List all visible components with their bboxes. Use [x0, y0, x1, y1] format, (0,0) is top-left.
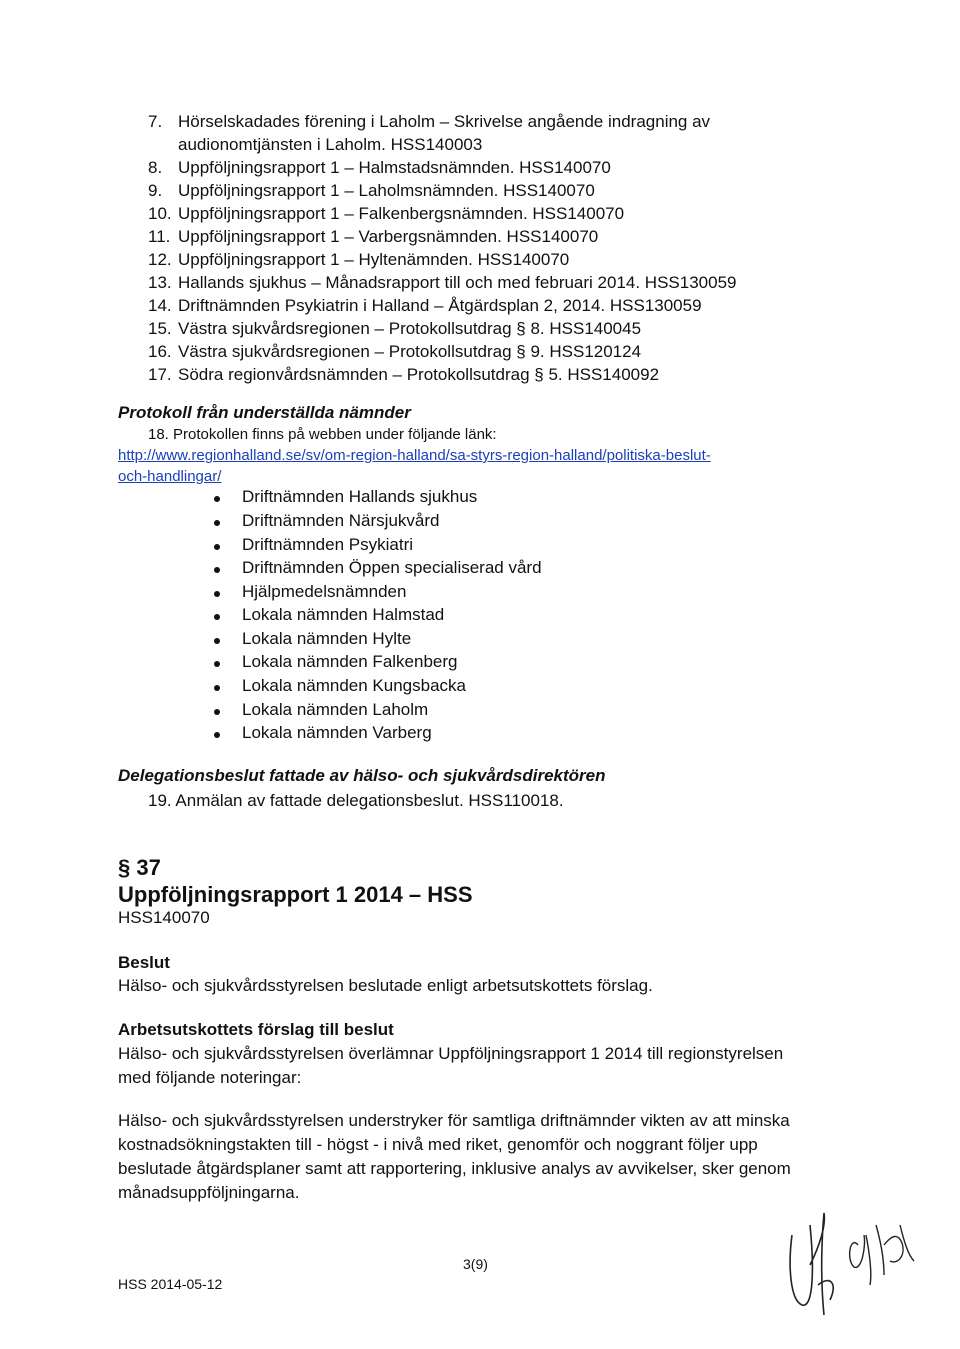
- list-item: 11. Uppföljningsrapport 1 – Varbergsnämnden. HSS140070: [148, 227, 599, 246]
- list-item: 14. Driftnämnden Psykiatrin i Halland – Åtgärdsplan 2, 2014. HSS130059: [148, 296, 702, 315]
- bullet-icon: [214, 661, 220, 667]
- bullet-icon: [214, 685, 220, 691]
- signature-initials: [780, 1205, 930, 1325]
- protokoll-item: 18. Protokollen finns på webben under följande länk:: [148, 426, 497, 443]
- bullet-icon: [214, 496, 220, 502]
- delegation-item: 19. Anmälan av fattade delegationsbeslut. HSS110018.: [148, 791, 564, 810]
- bullet-icon: [214, 520, 220, 526]
- bullet-item: Driftnämnden Hallands sjukhus: [242, 487, 477, 507]
- bullet-item: Driftnämnden Närsjukvård: [242, 511, 439, 531]
- forslag-heading: Arbetsutskottets förslag till beslut: [118, 1020, 394, 1039]
- bullet-item: Lokala nämnden Hylte: [242, 629, 411, 649]
- bullet-icon: [214, 567, 220, 573]
- page-number: 3(9): [463, 1256, 488, 1272]
- bullet-icon: [214, 544, 220, 550]
- bullet-item: Hjälpmedelsnämnden: [242, 582, 406, 602]
- bullet-icon: [214, 638, 220, 644]
- protokoll-link-continuation[interactable]: och-handlingar/: [118, 468, 222, 485]
- list-item: 16. Västra sjukvårdsregionen – Protokollsutdrag § 9. HSS120124: [148, 342, 642, 361]
- list-item: 9. Uppföljningsrapport 1 – Laholmsnämnden. HSS140070: [148, 181, 595, 200]
- bullet-item: Lokala nämnden Falkenberg: [242, 652, 457, 672]
- bullet-icon: [214, 614, 220, 620]
- delegation-heading: Delegationsbeslut fattade av hälso- och sjukvårdsdirektören: [118, 766, 606, 785]
- list-item: 15. Västra sjukvårdsregionen – Protokollsutdrag § 8. HSS140045: [148, 319, 642, 338]
- forslag-text: Hälso- och sjukvårdsstyrelsen överlämnar Uppföljningsrapport 1 2014 till regionstyrelsen med följande noteringar:: [118, 1044, 784, 1087]
- bullet-item: Lokala nämnden Halmstad: [242, 605, 444, 625]
- bullet-item: Driftnämnden Öppen specialiserad vård: [242, 558, 542, 578]
- footer-date: HSS 2014-05-12: [118, 1276, 223, 1292]
- list-item: 13. Hallands sjukhus – Månadsrapport till och med februari 2014. HSS130059: [148, 273, 737, 292]
- bullet-item: Lokala nämnden Varberg: [242, 723, 432, 743]
- bullet-item: Driftnämnden Psykiatri: [242, 535, 413, 555]
- protokoll-heading: Protokoll från underställda nämnder: [118, 403, 411, 422]
- list-item: 12. Uppföljningsrapport 1 – Hyltenämnden. HSS140070: [148, 250, 570, 269]
- bullet-item: Lokala nämnden Kungsbacka: [242, 676, 466, 696]
- bullet-icon: [214, 709, 220, 715]
- section-ref: HSS140070: [118, 908, 210, 927]
- paragraph: Hälso- och sjukvårdsstyrelsen understryker för samtliga driftnämnder vikten av att minska kostnadsökningstakten till - högst - i nivå med riket, genomför och noggrant följer upp beslutade åtgärdsplaner samt att rapportering, inklusive analys av avvikelser, sker genom månadsuppföljningarna.: [118, 1111, 791, 1202]
- bullet-item: Lokala nämnden Laholm: [242, 700, 428, 720]
- beslut-heading: Beslut: [118, 953, 170, 972]
- list-item: 17. Södra regionvårdsnämnden – Protokollsutdrag § 5. HSS140092: [148, 365, 660, 384]
- page-title: Uppföljningsrapport 1 2014 – HSS: [118, 882, 473, 907]
- beslut-text: Hälso- och sjukvårdsstyrelsen beslutade enligt arbetsutskottets förslag.: [118, 976, 653, 995]
- list-item-continuation: audionomtjänsten i Laholm. HSS140003: [178, 135, 483, 154]
- list-item: 8. Uppföljningsrapport 1 – Halmstadsnämnden. HSS140070: [148, 158, 611, 177]
- bullet-icon: [214, 591, 220, 597]
- list-item: 10. Uppföljningsrapport 1 – Falkenbergsnämnden. HSS140070: [148, 204, 625, 223]
- bullet-icon: [214, 732, 220, 738]
- protokoll-link[interactable]: http://www.regionhalland.se/sv/om-region-halland/sa-styrs-region-halland/politiska-beslut-: [118, 447, 711, 464]
- list-item: 7. Hörselskadades förening i Laholm – Skrivelse angående indragning av: [148, 112, 711, 131]
- section-mark: § 37: [118, 855, 161, 880]
